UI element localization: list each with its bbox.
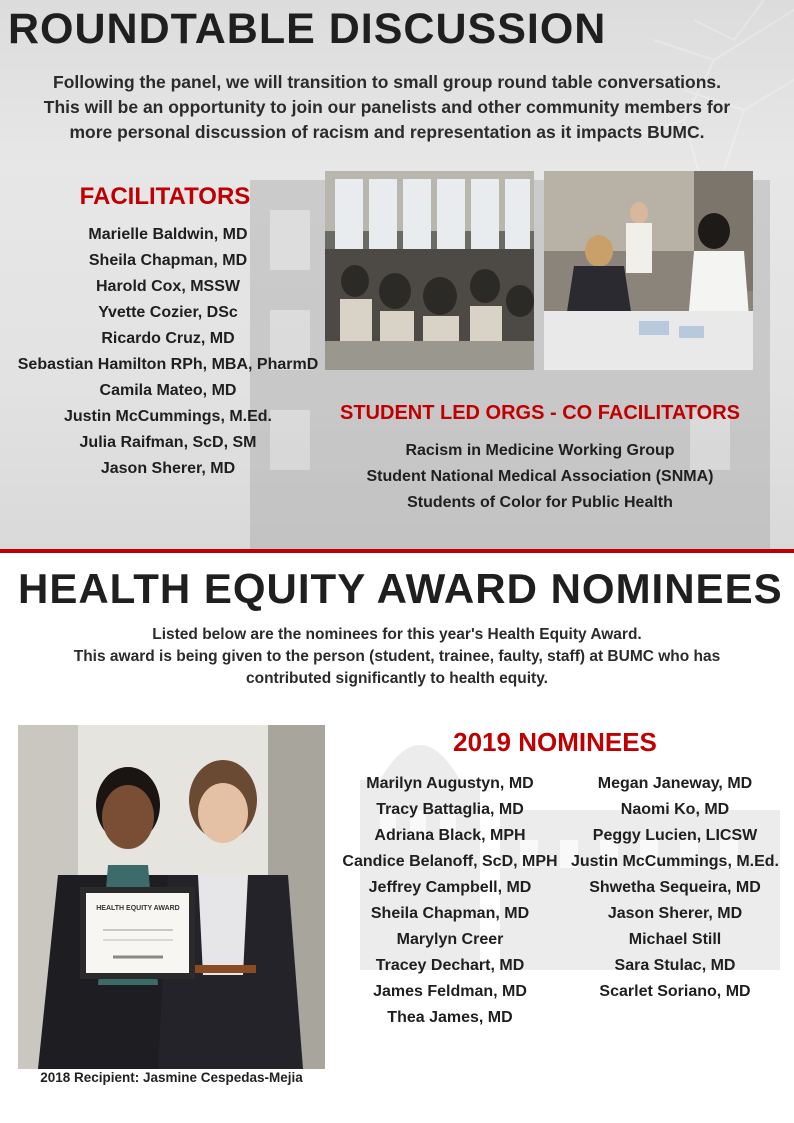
nominee-name: Marilyn Augustyn, MD	[366, 775, 534, 792]
facilitator-name: Ricardo Cruz, MD	[101, 330, 235, 347]
nominee-name: Jeffrey Campbell, MD	[368, 879, 532, 896]
recipient-caption: 2018 Recipient: Jasmine Cespedas-Mejia	[40, 1070, 303, 1085]
facilitator-name: Sebastian Hamilton RPh, MBA, PharmD	[17, 356, 319, 373]
student-org-name: Students of Color for Public Health	[407, 494, 673, 511]
facilitator-name: Yvette Cozier, DSc	[98, 304, 238, 321]
nominee-name: Marylyn Creer	[396, 931, 504, 948]
student-org-name: Racism in Medicine Working Group	[405, 442, 675, 459]
nominee-name: Scarlet Soriano, MD	[599, 983, 751, 1000]
nominee-name: Candice Belanoff, ScD, MPH	[342, 853, 558, 870]
facilitator-name: Marielle Baldwin, MD	[88, 226, 248, 243]
nominee-name: Jason Sherer, MD	[607, 905, 743, 922]
roundtable-intro-line: more personal discussion of racism and representation as it impacts BUMC.	[69, 122, 705, 142]
nominees-list-column-2	[565, 771, 785, 1005]
facilitator-name: Camila Mateo, MD	[99, 382, 237, 399]
award-intro	[30, 624, 764, 690]
award-title: HEALTH EQUITY AWARD NOMINEES	[18, 565, 783, 612]
nominee-name: Shwetha Sequeira, MD	[589, 879, 761, 896]
student-orgs-list	[330, 438, 750, 516]
nominees-heading: 2019 NOMINEES	[453, 727, 657, 757]
handshake-photo	[544, 171, 753, 370]
award-intro-line: This award is being given to the person (student, trainee, faulty, staff) at BUMC who has	[73, 648, 721, 665]
nominee-name: Thea James, MD	[387, 1009, 513, 1026]
nominee-name: James Feldman, MD	[373, 983, 527, 1000]
roundtable-intro-line: This will be an opportunity to join our panelists and other community members for	[43, 97, 731, 117]
nominee-name: Peggy Lucien, LICSW	[592, 827, 758, 844]
nominees-list-column-1	[335, 771, 565, 1031]
nominee-name: Michael Still	[628, 931, 722, 948]
facilitators-list	[10, 222, 326, 482]
roundtable-title: ROUNDTABLE DISCUSSION	[8, 5, 607, 53]
facilitator-name: Justin McCummings, M.Ed.	[63, 408, 272, 425]
facilitator-name: Jason Sherer, MD	[100, 460, 236, 477]
nominee-name: Adriana Black, MPH	[374, 827, 526, 844]
facilitator-name: Sheila Chapman, MD	[88, 252, 248, 269]
nominee-name: Naomi Ko, MD	[620, 801, 730, 818]
roundtable-intro	[20, 70, 754, 145]
facilitator-name: Julia Raifman, ScD, SM	[79, 434, 257, 451]
roundtable-intro-line: Following the panel, we will transition to small group round table conversations.	[53, 72, 721, 92]
roundtable-section	[0, 0, 794, 550]
award-intro-line: Listed below are the nominees for this year's Health Equity Award.	[152, 626, 642, 643]
student-org-name: Student National Medical Association (SNMA)	[366, 468, 714, 485]
student-orgs-heading: STUDENT LED ORGS - CO FACILITATORS	[340, 402, 740, 424]
certificate-label: HEALTH EQUITY AWARD	[96, 905, 180, 912]
nominee-name: Tracey Dechart, MD	[375, 957, 525, 974]
nominee-name: Megan Janeway, MD	[597, 775, 753, 792]
section-divider	[0, 549, 794, 553]
nominee-name: Sara Stulac, MD	[614, 957, 736, 974]
award-recipient-photo	[18, 725, 325, 1069]
nominee-name: Tracy Battaglia, MD	[376, 801, 524, 818]
award-intro-line: contributed significantly to health equity.	[246, 670, 548, 687]
nominee-name: Justin McCummings, M.Ed.	[570, 853, 779, 870]
roundtable-room-photo	[325, 171, 534, 370]
facilitators-heading: FACILITATORS	[79, 183, 251, 210]
nominee-name: Sheila Chapman, MD	[370, 905, 530, 922]
facilitator-name: Harold Cox, MSSW	[95, 278, 240, 295]
